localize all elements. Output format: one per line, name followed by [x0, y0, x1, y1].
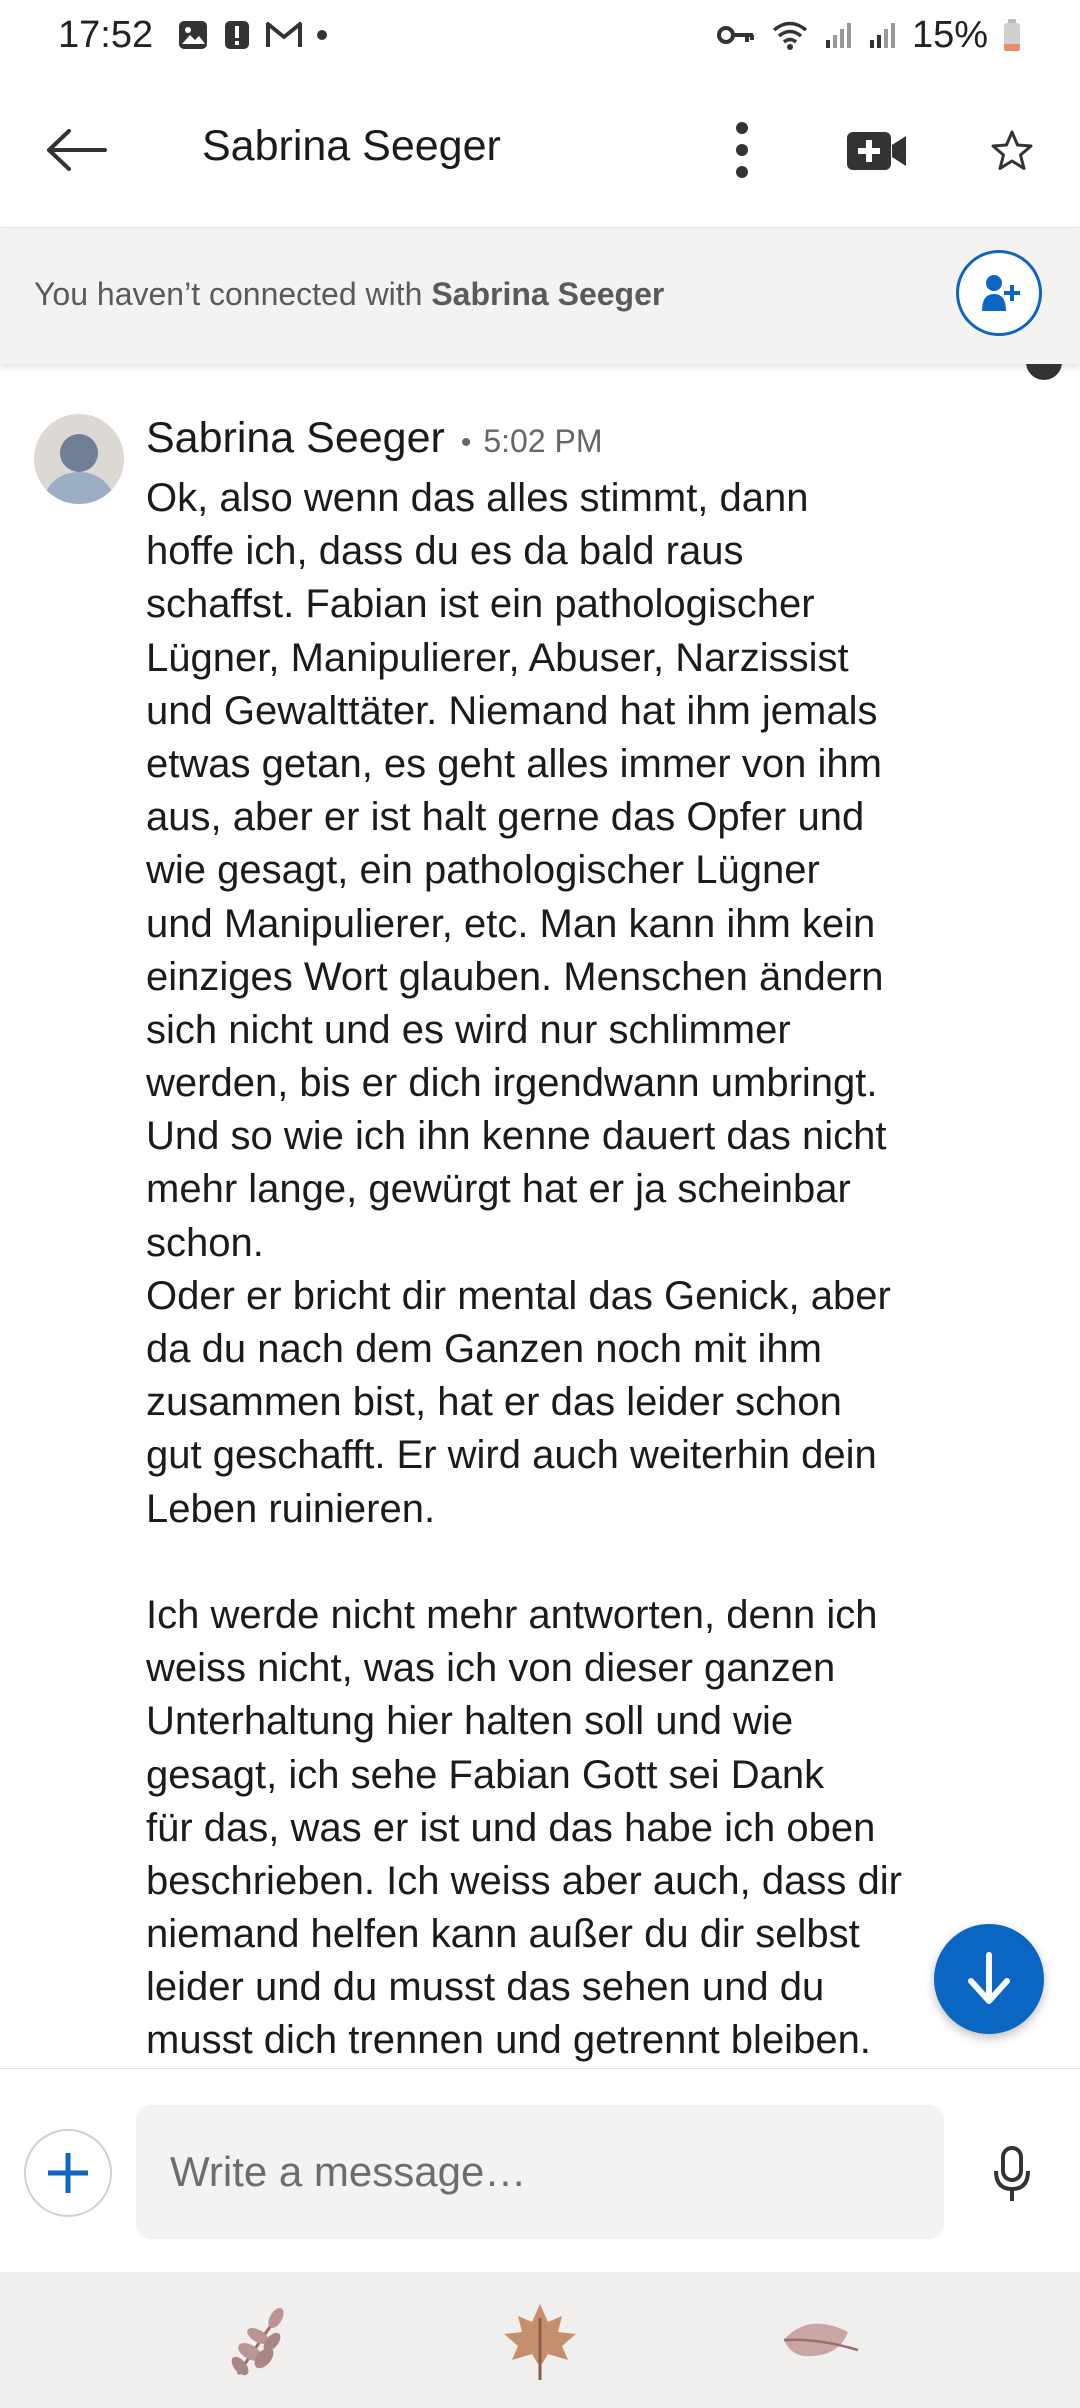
status-bar-left — [58, 14, 327, 57]
message-line: werden, bis er dich irgendwann umbringt. — [146, 1061, 878, 1106]
message-line: weiss nicht, was ich von dieser ganzen — [146, 1646, 836, 1691]
message-line: wie gesagt, ein pathologischer Lügner — [146, 848, 820, 893]
message-line: schaffst. Fabian ist ein pathologischer — [146, 582, 815, 627]
message-composer — [0, 2068, 1080, 2272]
message-line: Unterhaltung hier halten soll und wie — [146, 1699, 794, 1744]
connection-banner — [0, 230, 1080, 364]
status-bar-right — [716, 14, 1022, 57]
message-line: niemand helfen kann außer du dir selbst — [146, 1912, 860, 1957]
back-button[interactable] — [40, 114, 112, 186]
video-call-icon — [846, 130, 908, 172]
message-line: gesagt, ich sehe Fabian Gott sei Dank — [146, 1752, 825, 1797]
message-line: Lügner, Manipulierer, Abuser, Narzissist — [146, 635, 849, 680]
message-line: beschrieben. Ich weiss aber auch, dass dir — [146, 1858, 902, 1903]
message-line: Ich werde nicht mehr antworten, denn ich — [146, 1592, 878, 1637]
signal-icon — [868, 20, 898, 50]
message-list[interactable] — [0, 364, 1080, 2068]
gmail-icon — [265, 20, 303, 50]
message-line: zusammen bist, hat er das leider schon — [146, 1380, 842, 1425]
banner-prefix: You haven’t connected with — [34, 276, 432, 312]
more-vertical-icon — [734, 120, 750, 180]
signal-icon — [824, 20, 854, 50]
message-line: da du nach dem Ganzen noch mit ihm — [146, 1327, 822, 1371]
message-line: Und so wie ich ihn kenne dauert das nicht — [146, 1114, 887, 1159]
add-connection-icon — [977, 271, 1021, 315]
star-icon — [990, 129, 1034, 171]
video-call-button[interactable] — [842, 124, 912, 178]
message-line: Ok, also wenn das alles stimmt, dann — [146, 476, 809, 520]
connection-banner-text — [34, 276, 664, 313]
message-sender[interactable]: Sabrina Seeger — [146, 414, 445, 462]
message-line: und Gewalttäter. Niemand hat ihm jemals — [146, 688, 878, 733]
back-arrow-icon — [45, 128, 107, 172]
avatar[interactable] — [34, 414, 124, 504]
bottom-decoration-bar — [0, 2272, 1080, 2408]
message-line: leider und du musst das sehen und du — [146, 1965, 825, 2010]
star-button[interactable] — [982, 114, 1042, 186]
message-line: sich nicht und es wird nur schlimmer — [146, 1007, 791, 1052]
arrow-down-icon — [964, 1951, 1014, 2007]
wifi-icon — [770, 19, 810, 51]
single-leaf-icon[interactable] — [770, 2290, 870, 2390]
message-input[interactable] — [136, 2105, 944, 2239]
scroll-to-bottom-button[interactable] — [934, 1924, 1044, 2034]
voice-message-button[interactable] — [984, 2135, 1040, 2215]
battery-percentage: 15% — [911, 13, 988, 56]
message-line — [146, 1536, 1046, 1589]
partial-badge — [1026, 364, 1062, 380]
more-options-button[interactable] — [712, 114, 772, 186]
conversation-header — [0, 70, 1080, 228]
image-icon — [177, 19, 209, 51]
attach-button[interactable] — [24, 2129, 112, 2217]
message-line: schon. — [146, 1220, 264, 1265]
status-bar — [0, 0, 1080, 70]
message-time: 5:02 PM — [483, 423, 603, 459]
message-line: etwas getan, es geht alles immer von ihm — [146, 741, 882, 786]
alert-icon — [223, 19, 251, 51]
vpn-key-icon — [716, 23, 756, 47]
message-header — [146, 414, 603, 463]
message-body — [146, 472, 1046, 2068]
message-line: für das, was er ist und das habe ich oben — [146, 1805, 876, 1850]
message-line: Leben ruinieren. — [146, 1486, 436, 1531]
message-line: hoffe ich, dass du es da bald raus — [146, 529, 744, 574]
battery-icon — [1002, 18, 1022, 52]
status-time: 17:52 — [58, 13, 154, 56]
connect-button[interactable] — [956, 250, 1042, 336]
message-line: aus, aber er ist halt gerne das Opfer und — [146, 795, 865, 840]
plus-icon — [44, 2149, 92, 2197]
message-line: mehr lange, gewürgt hat er ja scheinbar — [146, 1167, 851, 1212]
microphone-icon — [992, 2145, 1032, 2205]
dot-icon — [317, 30, 327, 40]
message-line: musst dich trennen und getrennt bleiben. — [146, 2018, 871, 2063]
leaf-branch-icon[interactable] — [210, 2290, 310, 2390]
conversation-title: Sabrina Seeger — [202, 122, 501, 170]
separator-dot: • — [460, 426, 472, 459]
message-line: gut geschafft. Er wird auch weiterhin dein — [146, 1433, 877, 1478]
message-line: Oder er bricht dir mental das Genick, aber — [146, 1273, 891, 1318]
banner-contact-name: Sabrina Seeger — [431, 276, 665, 312]
message-line: und Manipulierer, etc. Man kann ihm kein — [146, 901, 876, 946]
message-line: einziges Wort glauben. Menschen ändern — [146, 954, 884, 999]
maple-leaf-icon[interactable] — [490, 2290, 590, 2390]
